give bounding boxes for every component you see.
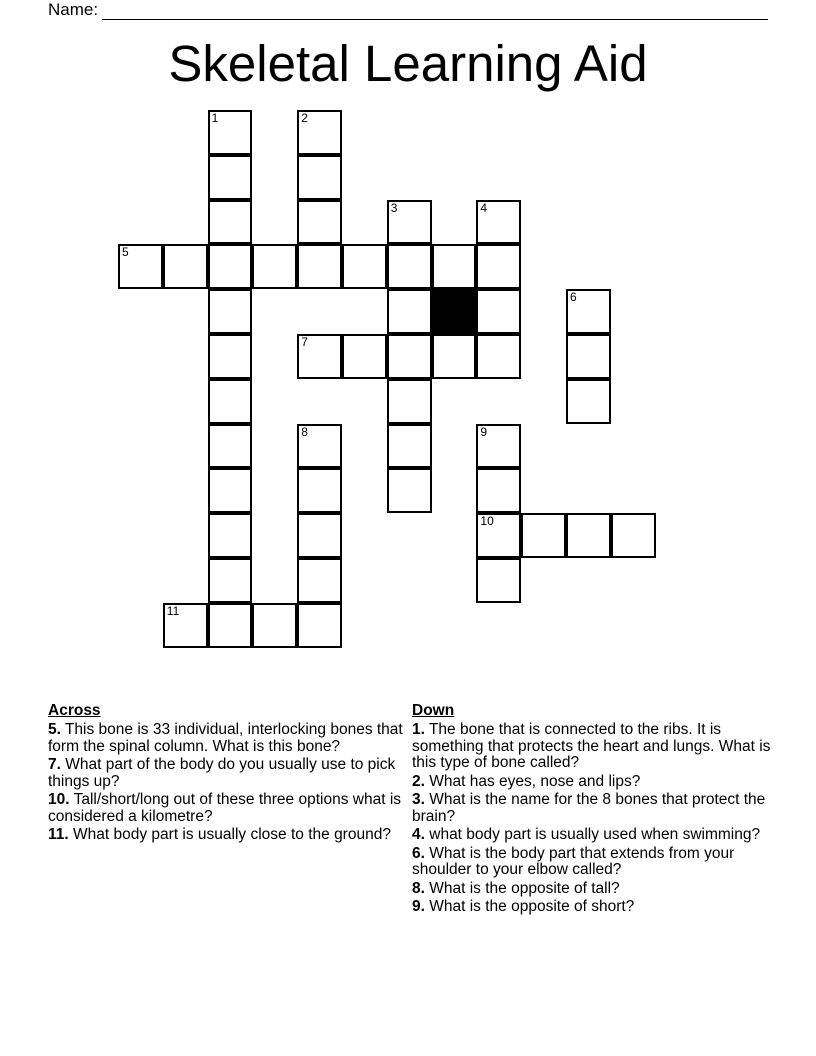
grid-cell[interactable] — [387, 468, 432, 513]
grid-cell[interactable] — [297, 424, 342, 469]
clue-number: 9 — [480, 424, 488, 439]
grid-cell[interactable] — [476, 244, 521, 289]
grid-cell[interactable] — [566, 289, 611, 334]
grid-cell[interactable] — [387, 200, 432, 245]
grid-cell[interactable] — [297, 513, 342, 558]
across-heading: Across — [48, 702, 101, 719]
grid-cell[interactable] — [297, 334, 342, 379]
grid-cell[interactable] — [208, 513, 253, 558]
grid-cell[interactable] — [118, 244, 163, 289]
grid-cell[interactable] — [387, 289, 432, 334]
down-heading: Down — [412, 702, 455, 719]
grid-cell[interactable] — [208, 244, 253, 289]
clue-down-4: 4. what body part is usually used when swimming? — [412, 826, 761, 843]
clue-down-6: 6. What is the body part that extends from your shoulder to your elbow called? — [412, 844, 735, 878]
across-clues — [48, 702, 408, 846]
grid-cell[interactable] — [566, 513, 611, 558]
clue-number: 1 — [211, 111, 219, 125]
clue-number: 2 — [301, 111, 308, 125]
clue-number: 6 — [570, 290, 577, 305]
grid-cell[interactable] — [297, 558, 342, 603]
grid-cell[interactable] — [476, 468, 521, 513]
clue-number: 3 — [390, 200, 398, 215]
grid-cell[interactable] — [387, 244, 432, 289]
grid-cell[interactable] — [521, 513, 566, 558]
grid-cell[interactable] — [208, 289, 253, 334]
grid-cell[interactable] — [566, 334, 611, 379]
grid-cell[interactable] — [566, 379, 611, 424]
grid-cell[interactable] — [342, 244, 387, 289]
grid-cell[interactable] — [208, 468, 253, 513]
name-label: Name: — [48, 0, 99, 19]
clue-number: 8 — [301, 424, 308, 439]
clue-number: 4 — [480, 200, 488, 215]
clue-across-10: 10. Tall/short/long out of these three options what is considered a kilometre? — [48, 791, 402, 825]
grid-cell[interactable] — [208, 334, 253, 379]
clue-number: 5 — [122, 245, 129, 260]
grid-cell[interactable] — [297, 200, 342, 245]
clue-number: 7 — [301, 335, 308, 349]
grid-cell[interactable] — [342, 334, 387, 379]
grid-cell[interactable] — [476, 558, 521, 603]
grid-cell[interactable] — [208, 603, 253, 648]
grid-cell[interactable] — [297, 603, 342, 648]
grid-cell[interactable] — [208, 155, 253, 200]
grid-cell[interactable] — [163, 603, 208, 648]
name-blank-line[interactable] — [102, 5, 768, 20]
clue-across-7: 7. What part of the body do you usually use to pick things up? — [48, 756, 396, 790]
grid-cell[interactable] — [432, 244, 477, 289]
grid-cell[interactable] — [476, 334, 521, 379]
grid-cell[interactable] — [208, 558, 253, 603]
down-clues — [412, 702, 772, 918]
grid-cell[interactable] — [297, 468, 342, 513]
name-field[interactable] — [48, 0, 768, 20]
grid-cell[interactable] — [387, 379, 432, 424]
grid-cell[interactable] — [297, 155, 342, 200]
clue-across-11: 11. What body part is usually close to the ground? — [48, 826, 391, 843]
grid-cell[interactable] — [476, 513, 521, 558]
grid-cell[interactable] — [252, 603, 297, 648]
clue-down-1: 1. The bone that is connected to the ribs. It is something that protects the heart and lungs. What is this type of bone called? — [412, 721, 771, 771]
clue-down-2: 2. What has eyes, nose and lips? — [412, 772, 641, 790]
grid-cell[interactable] — [163, 244, 208, 289]
clue-number: 11 — [166, 603, 180, 618]
grid-cell[interactable] — [208, 200, 253, 245]
clue-down-3: 3. What is the name for the 8 bones that protect the brain? — [412, 791, 766, 825]
grid-cell[interactable] — [208, 424, 253, 469]
grid-cell[interactable] — [476, 424, 521, 469]
grid-cell[interactable] — [476, 289, 521, 334]
grid-cell[interactable] — [297, 110, 342, 155]
grid-cell[interactable] — [387, 334, 432, 379]
clue-across-5: 5. This bone is 33 individual, interlocking bones that form the spinal column. What is this bone? — [48, 721, 403, 755]
clue-number: 10 — [480, 514, 494, 529]
grid-cell[interactable] — [208, 379, 253, 424]
grid-cell[interactable] — [297, 244, 342, 289]
clue-down-8: 8. What is the opposite of tall? — [412, 879, 620, 897]
grid-cell[interactable] — [208, 110, 253, 155]
page-title: Skeletal Learning Aid — [168, 35, 648, 92]
grid-cell[interactable] — [387, 424, 432, 469]
grid-cell[interactable] — [476, 200, 521, 245]
clue-down-9: 9. What is the opposite of short? — [412, 898, 635, 915]
grid-cell[interactable] — [432, 334, 477, 379]
grid-cell[interactable] — [611, 513, 656, 558]
grid-cell[interactable] — [252, 244, 297, 289]
black-cell — [432, 289, 477, 334]
